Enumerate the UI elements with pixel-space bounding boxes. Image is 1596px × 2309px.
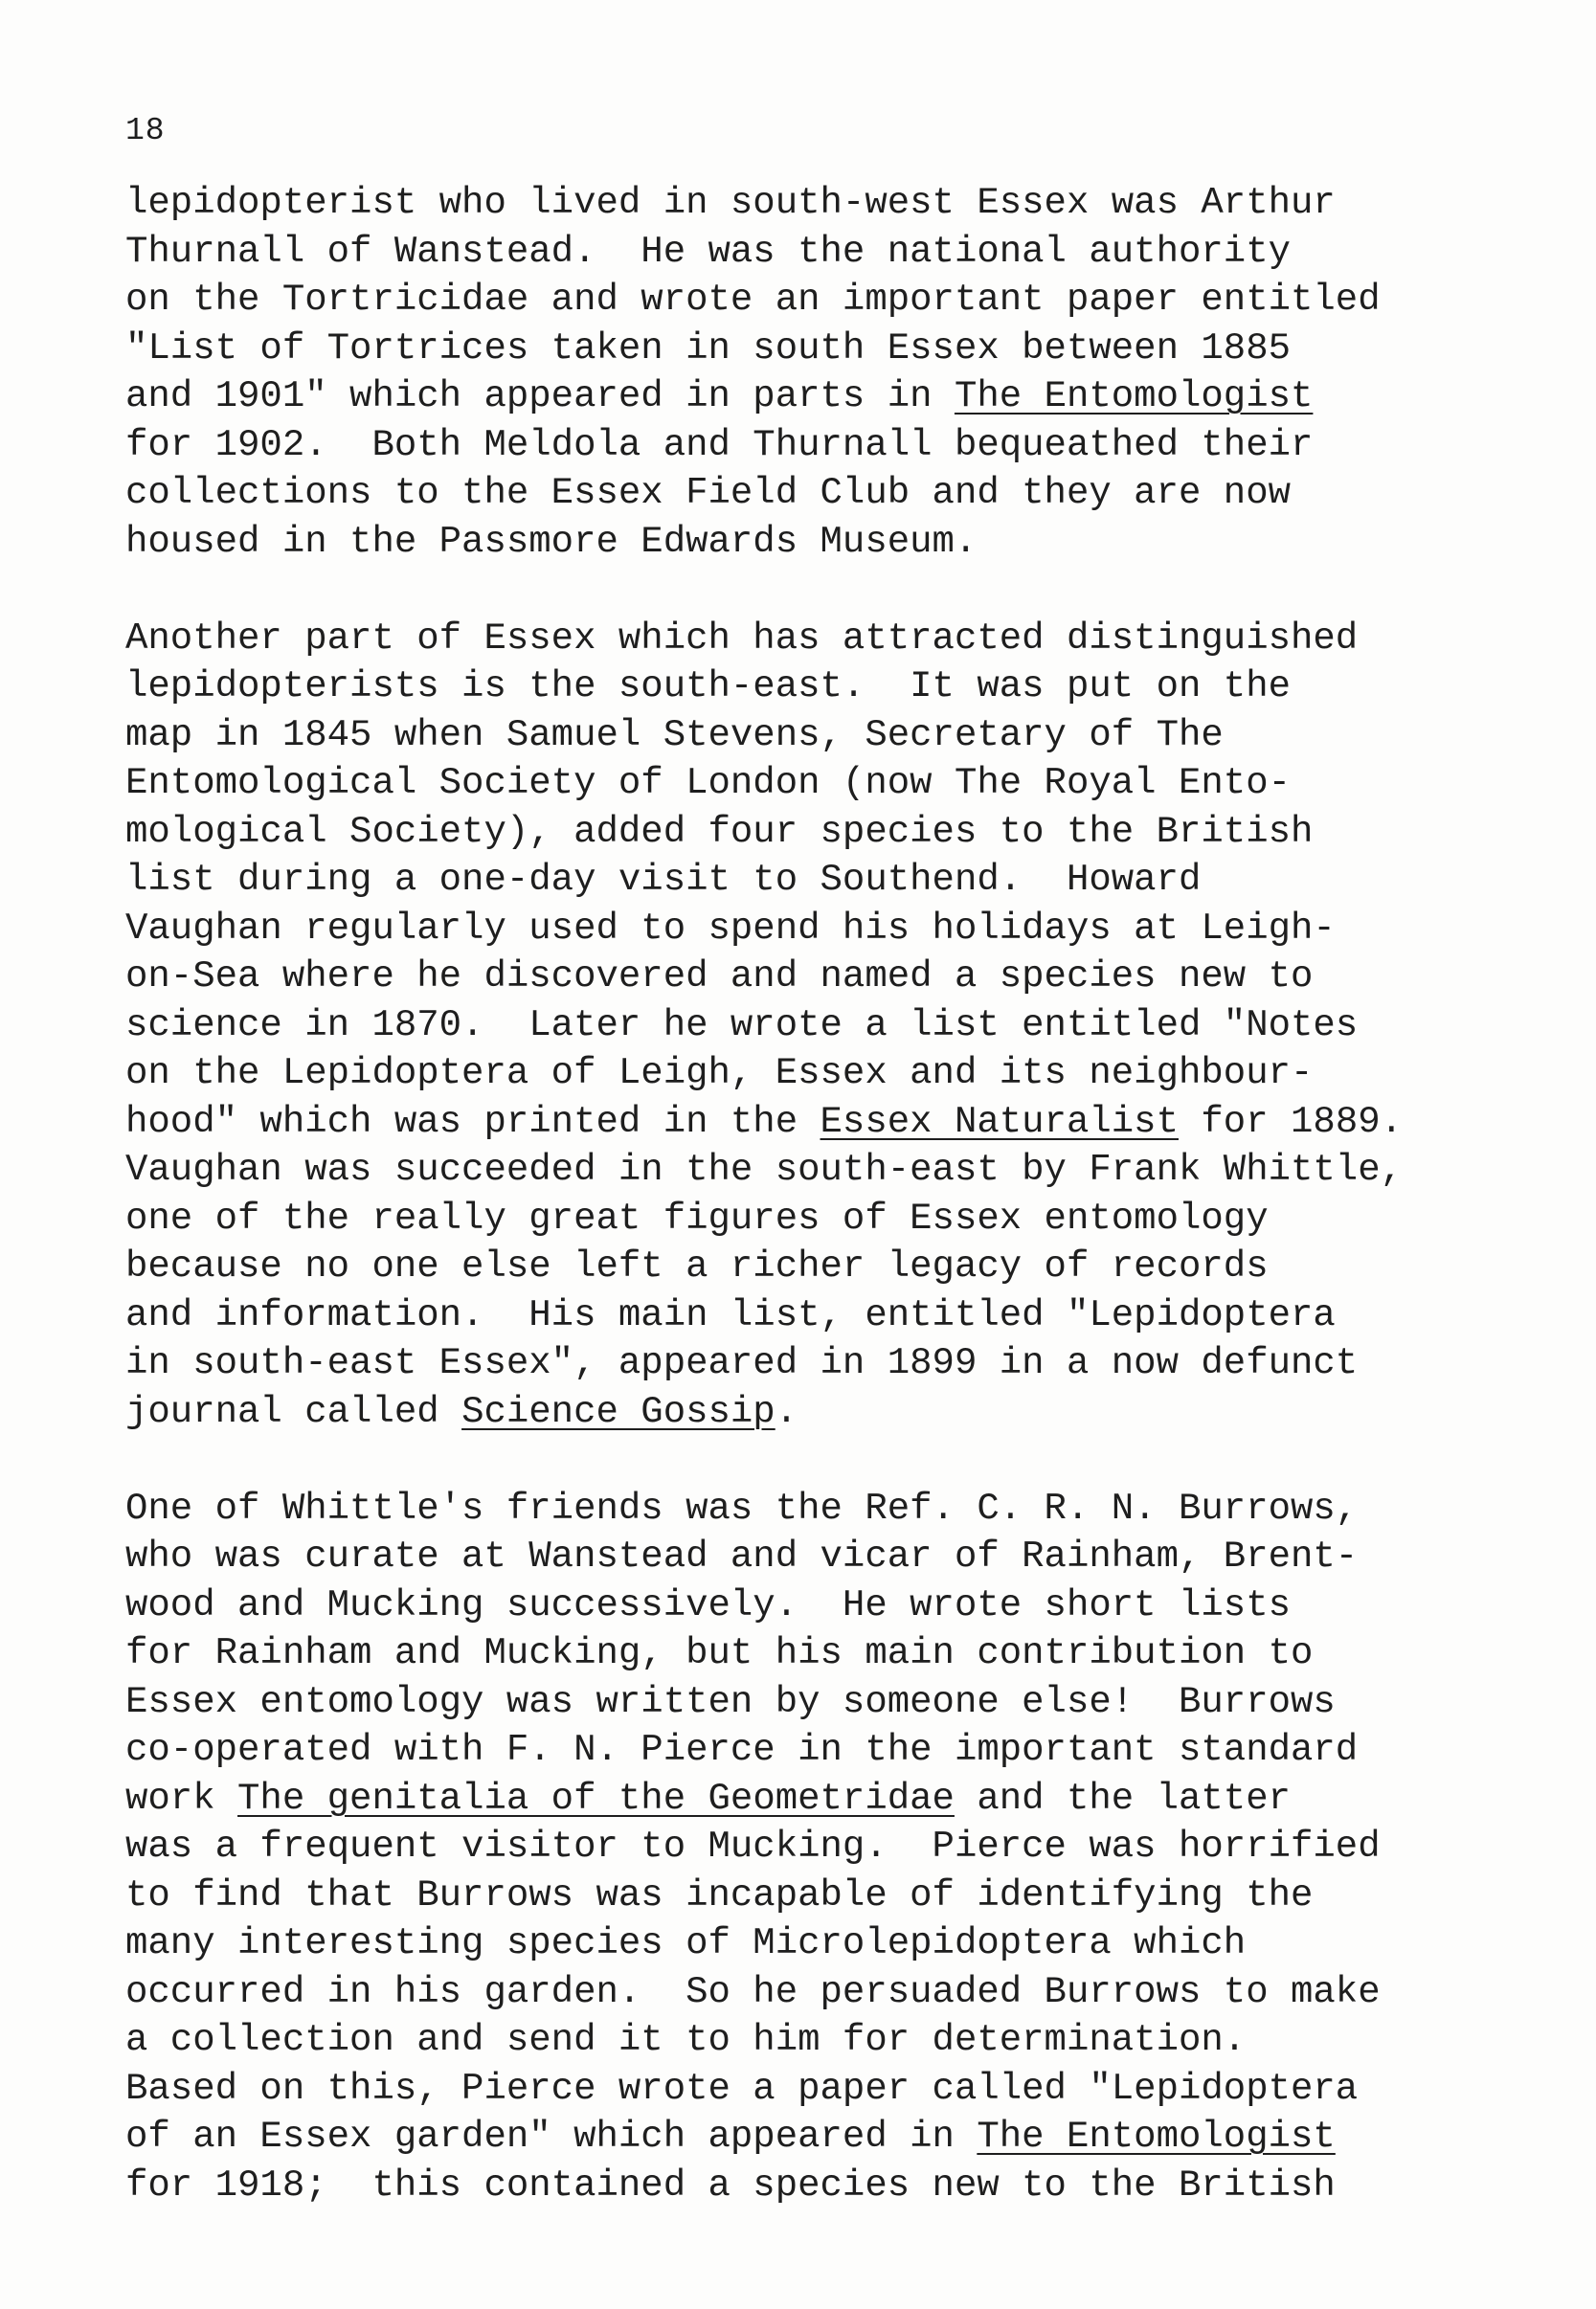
text-segment: science in 1870. Later he wrote a list entitled "Notes <box>125 1003 1359 1046</box>
text-line <box>125 372 1542 421</box>
text-line <box>125 2065 1542 2114</box>
text-line <box>125 1629 1542 1678</box>
text-segment: for Rainham and Mucking, but his main contribution to <box>125 1632 1314 1674</box>
text-segment: Based on this, Pierce wrote a paper called "Lepidoptera <box>125 2067 1359 2110</box>
text-segment: journal called <box>125 1390 462 1433</box>
text-segment: Another part of Essex which has attracted distinguished <box>125 616 1359 660</box>
text-segment: list during a one-day visit to Southend. Howard <box>125 859 1202 901</box>
text-line <box>125 953 1542 1001</box>
text-line <box>125 1195 1542 1244</box>
text-line <box>125 856 1542 905</box>
text-line <box>125 1146 1542 1195</box>
text-segment: "List of Tortrices taken in south Essex between 1885 <box>125 326 1291 370</box>
text-segment: in south-east Essex", appeared in 1899 in a now defunct <box>125 1342 1359 1384</box>
text-line <box>125 1049 1542 1098</box>
text-segment: was a frequent visitor to Mucking. Pierce was horrified <box>125 1826 1381 1868</box>
text-line <box>125 1388 1542 1437</box>
text-segment: on the Tortricidae and wrote an important paper entitled <box>125 279 1381 321</box>
text-segment: who was curate at Wanstead and vicar of Rainham, Brent- <box>125 1536 1359 1578</box>
text-line <box>125 1533 1542 1581</box>
text-line <box>125 1968 1542 2017</box>
text-segment: . <box>775 1390 798 1433</box>
text-line <box>125 2162 1542 2210</box>
text-segment: Essex entomology was written by someone else! Burrows <box>125 1680 1336 1723</box>
text-line <box>125 1872 1542 1920</box>
text-line <box>125 1339 1542 1388</box>
text-line <box>125 1001 1542 1050</box>
text-segment: many interesting species of Microlepidoptera which <box>125 1922 1247 1964</box>
text-line <box>125 325 1542 373</box>
text-line <box>125 711 1542 760</box>
text-line <box>125 421 1542 470</box>
text-line <box>125 469 1542 518</box>
underlined-title: The genitalia of the Geometridae <box>237 1777 955 1820</box>
text-line <box>125 2016 1542 2065</box>
paragraph <box>125 179 1542 566</box>
text-segment: map in 1845 when Samuel Stevens, Secretary of The <box>125 713 1224 756</box>
underlined-title: The Entomologist <box>954 375 1314 417</box>
text-segment: to find that Burrows was incapable of identifying the <box>125 1873 1314 1917</box>
text-segment: Entomological Society of London (now The Royal Ento- <box>125 762 1291 804</box>
text-segment: and 1901" which appeared in parts in <box>125 375 955 417</box>
text-segment: work <box>125 1777 238 1820</box>
underlined-title: The Entomologist <box>977 2116 1336 2158</box>
text-segment: co-operated with F. N. Pierce in the important standard <box>125 1729 1359 1771</box>
text-segment: a collection and send it to him for determination. <box>125 2019 1247 2061</box>
body-text <box>125 179 1542 2258</box>
text-segment: wood and Mucking successively. He wrote short lists <box>125 1583 1291 1626</box>
text-line <box>125 518 1542 567</box>
text-segment: because no one else left a richer legacy of records <box>125 1245 1269 1288</box>
text-line <box>125 1919 1542 1968</box>
text-line <box>125 1823 1542 1872</box>
text-segment: Vaughan was succeeded in the south-east by Frank Whittle, <box>125 1149 1404 1191</box>
text-line <box>125 2113 1542 2162</box>
text-line <box>125 615 1542 663</box>
text-line <box>125 1243 1542 1291</box>
text-segment: One of Whittle's friends was the Ref. C. R. N. Burrows, <box>125 1487 1359 1530</box>
text-line <box>125 1775 1542 1824</box>
text-segment: for 1918; this contained a species new to the British <box>125 2163 1336 2207</box>
underlined-title: Science Gossip <box>461 1390 776 1433</box>
text-line <box>125 179 1542 228</box>
text-segment: collections to the Essex Field Club and they are now <box>125 472 1291 514</box>
text-segment: Vaughan regularly used to spend his holidays at Leigh- <box>125 907 1336 950</box>
text-segment: one of the really great figures of Essex entomology <box>125 1197 1269 1240</box>
text-line <box>125 228 1542 277</box>
text-line <box>125 905 1542 953</box>
text-segment: for 1902. Both Meldola and Thurnall bequeathed their <box>125 423 1314 466</box>
underlined-title: Essex Naturalist <box>820 1100 1179 1143</box>
text-segment: hood" which was printed in the <box>125 1100 820 1143</box>
paragraph <box>125 615 1542 1437</box>
text-line <box>125 1291 1542 1340</box>
text-segment: of an Essex garden" which appeared in <box>125 2116 978 2158</box>
text-segment: for 1889. <box>1179 1100 1404 1143</box>
text-segment: lepidopterist who lived in south-west Essex was Arthur <box>125 182 1336 224</box>
text-segment: housed in the Passmore Edwards Museum. <box>125 520 978 563</box>
text-segment: Thurnall of Wanstead. He was the national authority <box>125 230 1291 273</box>
text-segment: and information. His main list, entitled "Lepidoptera <box>125 1293 1336 1336</box>
text-line <box>125 759 1542 808</box>
text-line <box>125 808 1542 857</box>
text-line <box>125 1098 1542 1147</box>
text-segment: on-Sea where he discovered and named a species new to <box>125 955 1314 998</box>
text-line <box>125 662 1542 711</box>
text-segment: occurred in his garden. So he persuaded Burrows to make <box>125 1970 1381 2013</box>
text-line <box>125 276 1542 325</box>
text-segment: mological Society), added four species to the British <box>125 810 1314 853</box>
text-line <box>125 1581 1542 1630</box>
text-segment: on the Lepidoptera of Leigh, Essex and its neighbour- <box>125 1052 1314 1094</box>
page-number: 18 <box>125 113 166 148</box>
text-line <box>125 1678 1542 1727</box>
text-line <box>125 1485 1542 1534</box>
text-segment: lepidopterists is the south-east. It was put on the <box>125 665 1291 707</box>
text-line <box>125 1726 1542 1775</box>
text-segment: and the latter <box>954 1777 1292 1820</box>
paragraph <box>125 1485 1542 2210</box>
